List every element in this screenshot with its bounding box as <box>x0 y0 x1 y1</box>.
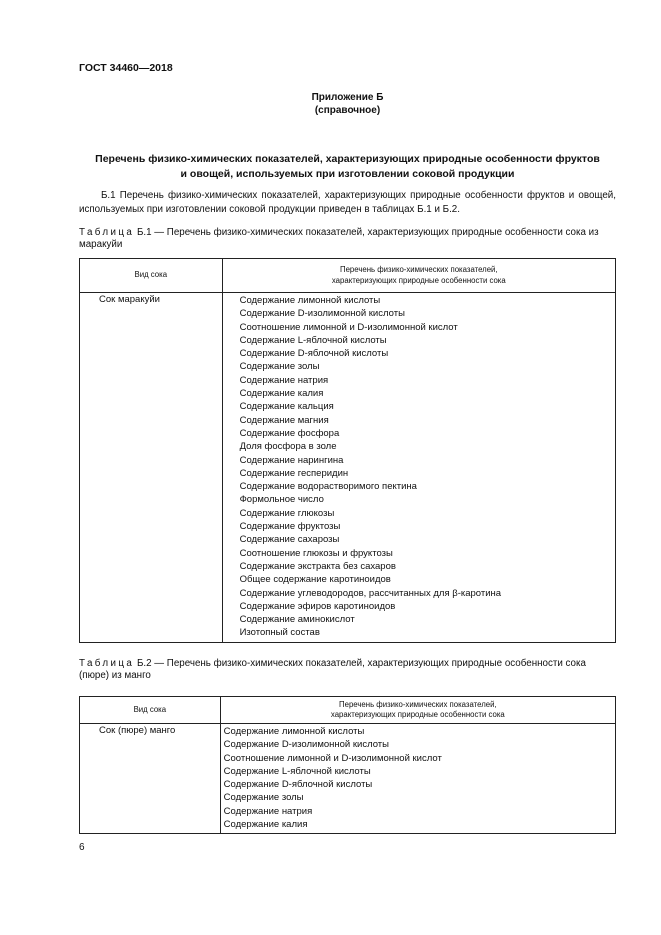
table2-caption-text: Б.2 — Перечень физико-химических показателей, характеризующих природные особенности сока (пюре) из манго <box>79 658 586 681</box>
table2-col2-header-line1: Перечень физико-химических показателей, <box>339 699 497 709</box>
table1-items-cell <box>222 293 615 643</box>
table1-caption-text: Б.1 — Перечень физико-химических показателей, характеризующих природные особенности сока из маракуйи <box>79 227 599 250</box>
list-item: Содержание L-яблочной кислоты <box>239 334 387 346</box>
table2-caption <box>79 658 616 682</box>
list-item: Содержание водорастворимого пектина <box>239 481 417 493</box>
list-item: Содержание аминокислот <box>239 614 355 626</box>
list-item: Изотопный состав <box>239 627 320 639</box>
table2-col1-header: Вид сока <box>80 697 221 724</box>
table2-items-cell <box>220 724 615 834</box>
table1-header-row <box>80 259 616 293</box>
list-item: Содержание магния <box>239 414 329 426</box>
annex-subtitle: (справочное) <box>314 105 381 116</box>
table1-col2-header-line1: Перечень физико-химических показателей, <box>339 265 498 274</box>
document-header: ГОСТ 34460—2018 <box>79 62 173 74</box>
table2-item-list <box>224 725 615 831</box>
list-item: Содержание L-яблочной кислоты <box>223 765 371 777</box>
section-title-line2: и овощей, используемых при изготовлении соковой продукции <box>180 168 515 180</box>
list-item: Содержание золы <box>239 361 320 373</box>
list-item: Содержание натрия <box>239 374 329 386</box>
table1-caption-word: Таблица <box>79 227 135 238</box>
list-item: Содержание фосфора <box>239 427 340 439</box>
list-item: Содержание D-яблочной кислоты <box>239 348 389 360</box>
annex-title: Приложение Б <box>311 92 384 103</box>
list-item: Содержание нарингина <box>239 454 344 466</box>
table1-item-list <box>240 294 615 640</box>
list-item: Соотношение лимонной и D-изолимонной кислот <box>239 321 458 333</box>
table-row <box>80 724 616 834</box>
section-title-line1: Перечень физико-химических показателей, характеризующих природные особенности фруктов <box>95 153 600 165</box>
intro-paragraph: Б.1 Перечень физико-химических показателей, характеризующих природные особенности фруктов и овощей, используемых при изготовлении соковой продукции приведен в таблицах Б.1 и Б.2. <box>79 190 616 215</box>
table1-kind: Сок маракуйи <box>80 293 223 643</box>
list-item: Содержание углеводородов, рассчитанных для β-каротина <box>239 587 502 599</box>
table-row <box>80 293 616 643</box>
list-item: Содержание фруктозы <box>239 521 341 533</box>
list-item: Содержание гесперидин <box>239 467 349 479</box>
list-item: Содержание калия <box>239 388 324 400</box>
table2 <box>79 696 616 834</box>
list-item: Формольное число <box>239 494 324 506</box>
list-item: Соотношение лимонной и D-изолимонной кислот <box>223 752 442 764</box>
table1 <box>79 258 616 643</box>
table2-col2-header-line2: характеризующих природные особенности сока <box>330 710 505 719</box>
section-title <box>79 152 616 182</box>
table2-caption-word: Таблица <box>79 658 135 669</box>
page-number: 6 <box>79 842 85 853</box>
list-item: Содержание натрия <box>223 805 313 817</box>
list-item: Содержание D-яблочной кислоты <box>223 779 373 791</box>
table2-header-row <box>80 697 616 724</box>
list-item: Содержание эфиров каротиноидов <box>239 600 396 612</box>
list-item: Содержание калия <box>223 819 308 831</box>
list-item: Содержание глюкозы <box>239 507 335 519</box>
table1-col1-header: Вид сока <box>80 259 223 293</box>
list-item: Доля фосфора в золе <box>239 441 337 453</box>
list-item: Содержание D-изолимонной кислоты <box>239 308 405 320</box>
list-item: Содержание золы <box>223 792 304 804</box>
table1-caption <box>79 227 616 251</box>
list-item: Содержание экстракта без сахаров <box>239 560 396 572</box>
list-item: Содержание лимонной кислоты <box>223 726 365 737</box>
list-item: Содержание D-изолимонной кислоты <box>223 739 389 751</box>
table1-col2-header-line2: характеризующих природные особенности сока <box>331 275 506 285</box>
list-item: Общее содержание каротиноидов <box>239 574 391 586</box>
list-item: Содержание сахарозы <box>239 534 340 546</box>
table2-col2-header <box>220 697 615 724</box>
list-item: Содержание кальция <box>239 401 334 413</box>
table1-col2-header <box>222 259 615 293</box>
table2-kind: Сок (пюре) манго <box>80 724 221 834</box>
list-item: Содержание лимонной кислоты <box>239 295 381 306</box>
list-item: Соотношение глюкозы и фруктозы <box>239 547 393 559</box>
